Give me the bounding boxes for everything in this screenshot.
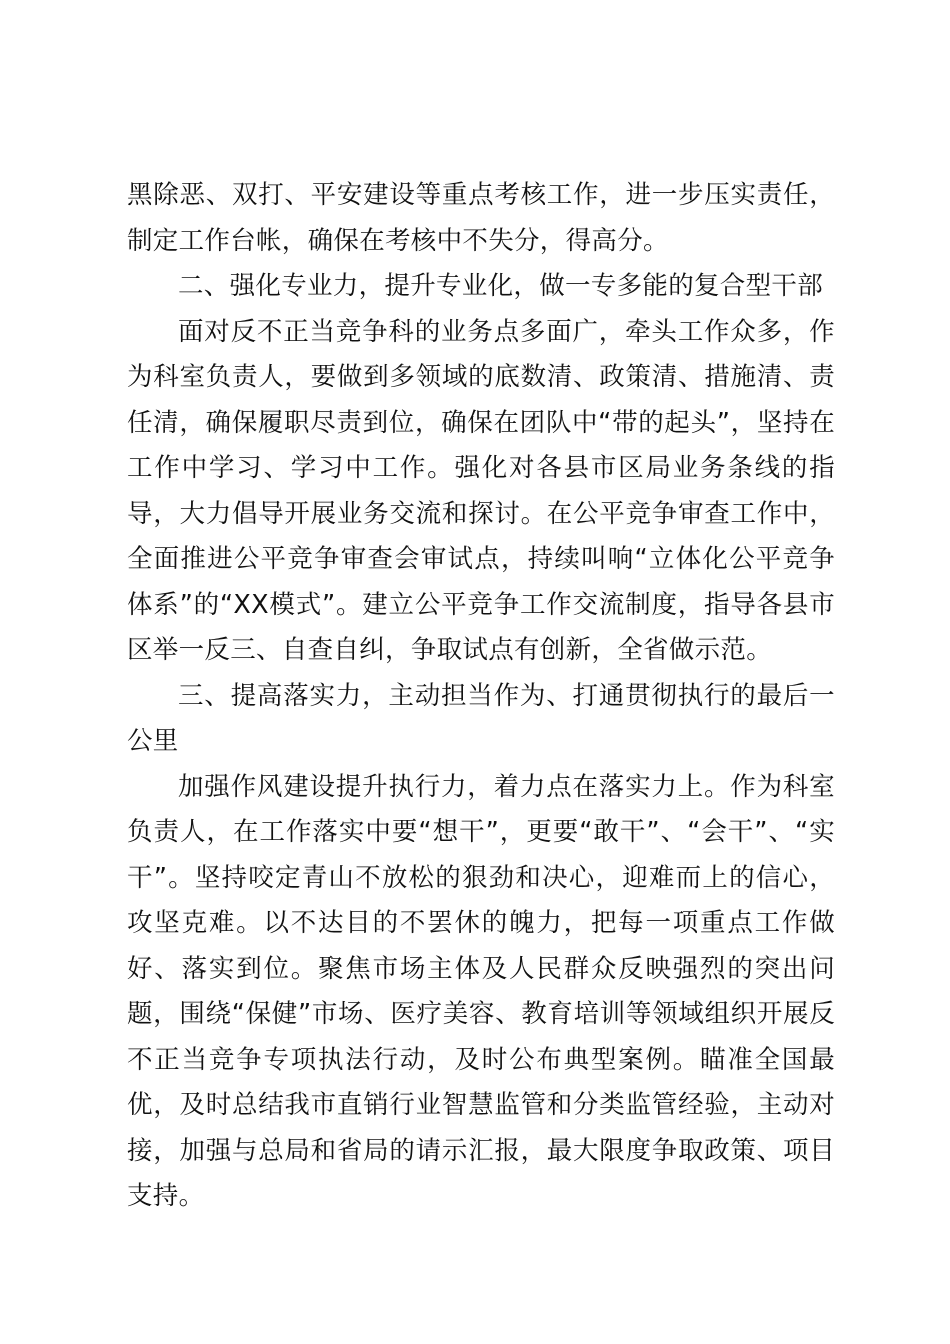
section-heading-2: 二、强化专业力，提升专业化，做一专多能的复合型干部 xyxy=(178,271,824,301)
paragraph-continued: 黑除恶、双打、平安建设等重点考核工作，进一步压实责任，制定工作台帐，确保在考核中不失分，得高分。 xyxy=(127,180,835,256)
section-heading-3: 三、提高落实力，主动担当作为、打通贯彻执行的最后一公里 xyxy=(127,680,835,756)
paragraph-section-3: 加强作风建设提升执行力，着力点在落实力上。作为科室负责人，在工作落实中要“想干”，更要“敢干”、“会干”、“实干”。坚持咬定青山不放松的狠劲和决心，迎难而上的信心，攻坚克难。以不达目的不罢休的魄力，把每一项重点工作做好、落实到位。聚焦市场主体及人民群众反映强烈的突出问题，围绕“保健”市场、医疗美容、教育培训等领域组织开展反不正当竞争专项执法行动，及时公布典型案例。瞄准全国最优，及时总结我市直销行业智慧监管和分类监管经验，主动对接，加强与总局和省局的请示汇报，最大限度争取政策、项目支持。 xyxy=(127,771,835,1211)
paragraph-section-2: 面对反不正当竞争科的业务点多面广，牵头工作众多，作为科室负责人，要做到多领域的底数清、政策清、措施清、责任清，确保履职尽责到位，确保在团队中“带的起头”，坚持在工作中学习、学习中工作。强化对各县市区局业务条线的指导，大力倡导开展业务交流和探讨。在公平竞争审查工作中，全面推进公平竞争审查会审试点，持续叫响“立体化公平竞争体系”的“XX模式”。建立公平竞争工作交流制度，指导各县市区举一反三、自查自纠，争取试点有创新，全省做示范。 xyxy=(127,316,835,665)
document-body xyxy=(127,173,835,1220)
